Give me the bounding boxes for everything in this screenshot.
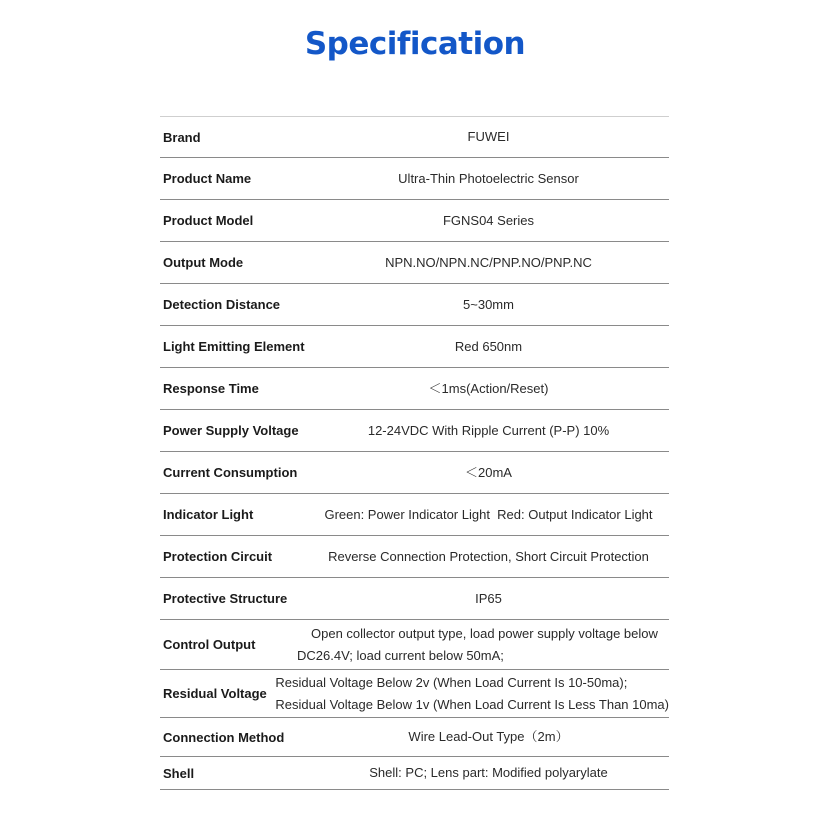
- spec-label: Output Mode: [163, 255, 244, 270]
- page-title: Specification: [304, 26, 526, 62]
- spec-label: Protection Circuit: [163, 549, 273, 564]
- spec-row-light-emitting-element: [160, 326, 669, 368]
- spec-value: Red 650nm: [454, 338, 523, 354]
- spec-row-control-output: [160, 620, 669, 670]
- spec-label: Current Consumption: [163, 465, 298, 480]
- spec-value: [275, 672, 669, 716]
- spec-label: Power Supply Voltage: [163, 423, 299, 438]
- spec-value: FUWEI: [467, 129, 510, 144]
- spec-label: Protective Structure: [163, 591, 288, 606]
- spec-value-line: Open collector output type, load power supply voltage below: [311, 625, 658, 641]
- spec-row-power-supply-voltage: [160, 410, 669, 452]
- spec-row-shell: [160, 757, 669, 790]
- spec-label: Detection Distance: [163, 297, 281, 312]
- spec-value: [297, 623, 669, 667]
- spec-row-brand: [160, 116, 669, 158]
- spec-value: 5~30mm: [463, 296, 514, 312]
- spec-row-response-time: [160, 368, 669, 410]
- spec-value: Ultra-Thin Photoelectric Sensor: [398, 170, 579, 186]
- spec-label: Residual Voltage: [163, 686, 267, 701]
- spec-value-line: DC26.4V; load current below 50mA;: [297, 647, 504, 663]
- spec-value: Wire Lead-Out Type（2m）: [408, 729, 569, 744]
- spec-label: Shell: [163, 765, 195, 781]
- spec-row-protective-structure: [160, 578, 669, 620]
- spec-row-detection-distance: [160, 284, 669, 326]
- spec-value: ＜1ms(Action/Reset): [428, 380, 549, 396]
- spec-table: [160, 116, 669, 790]
- spec-value: ＜20mA: [465, 464, 512, 480]
- spec-row-product-model: [160, 200, 669, 242]
- spec-value-line: Residual Voltage Below 1v (When Load Current Is Less Than 10ma): [275, 696, 669, 712]
- spec-value: 12-24VDC With Ripple Current (P-P) 10%: [367, 422, 610, 438]
- spec-row-indicator-light: [160, 494, 669, 536]
- spec-label: Connection Method: [163, 729, 285, 745]
- spec-value: Green: Power Indicator Light Red: Output Indicator Light: [324, 506, 653, 522]
- spec-row-residual-voltage: [160, 670, 669, 718]
- spec-label: Brand: [163, 129, 201, 145]
- spec-label: Light Emitting Element: [163, 339, 305, 354]
- spec-label: Indicator Light: [163, 507, 254, 522]
- spec-label: Product Name: [163, 171, 252, 186]
- spec-label: Control Output: [163, 637, 256, 652]
- spec-row-protection-circuit: [160, 536, 669, 578]
- spec-value: NPN.NO/NPN.NC/PNP.NO/PNP.NC: [385, 254, 592, 270]
- spec-value-line: Residual Voltage Below 2v (When Load Current Is 10-50ma);: [275, 674, 628, 690]
- spec-label: Response Time: [163, 381, 259, 396]
- spec-row-connection-method: [160, 718, 669, 757]
- spec-value: FGNS04 Series: [442, 212, 535, 228]
- spec-value: Shell: PC; Lens part: Modified polyarylate: [369, 765, 608, 780]
- spec-value: IP65: [475, 590, 502, 606]
- spec-row-product-name: [160, 158, 669, 200]
- spec-row-current-consumption: [160, 452, 669, 494]
- spec-row-output-mode: [160, 242, 669, 284]
- spec-label: Product Model: [163, 213, 254, 228]
- spec-value: Reverse Connection Protection, Short Circuit Protection: [328, 548, 649, 564]
